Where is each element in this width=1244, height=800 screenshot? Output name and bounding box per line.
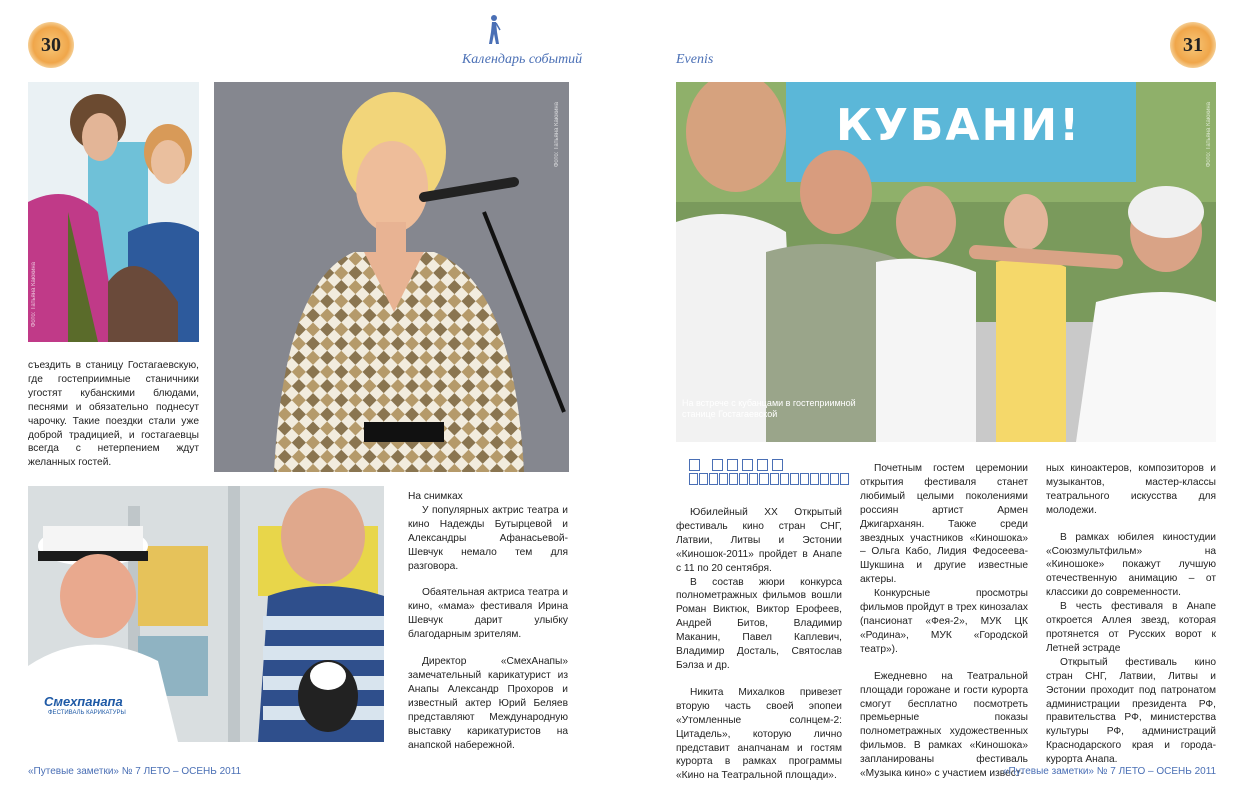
actresses-illustration	[28, 82, 199, 342]
article-column-3: ных киноактеров, композиторов и музыкантов, мастер-классы театрального искусства для молодежи. В рамках юбилея киностудии «Союзмультфильм» на «Киношоке» покажут лучшую отечественную анимацию – от классики до современности. В честь фестиваля в Анапе откроется Аллея звезд, которая протянется от Русских ворот к Летней эстраде Открытый фестиваль кино стран СНГ, Латвии, Литвы и Эстонии проходит под патронатом администрации президента РФ, правительства РФ, министерства культуры РФ, администраций Краснодарского края и города-курорта Анапа.	[1046, 463, 1216, 766]
left-text-block: съездить в станицу Гостагаевскую, где гостеприимные станичники угостят кубанскими блюдами, песнями и обязательно поднесут чарочку. Такие поездки стали уже доброй традицией, и гостагаевцы всегда с нетерпением ждут желанных гостей.	[28, 360, 199, 469]
footer-left: «Путевые заметки» № 7 ЛЕТО – ОСЕНЬ 2011	[28, 766, 242, 777]
banner-text: КУБАНИ!	[836, 100, 1082, 151]
heading-line-2	[689, 473, 849, 485]
singer-illustration	[214, 82, 569, 472]
section-title-right: Evenіs	[676, 52, 714, 67]
photo-crowd	[676, 82, 1216, 442]
footer-right: «Путевые заметки» № 7 ЛЕТО – ОСЕНЬ 2011	[1003, 766, 1217, 777]
crowd-caption: На встрече с кубанцами в гостеприимной станице Гостагаевской	[682, 398, 856, 419]
page-number-left: 30	[28, 22, 74, 68]
caption-2: Обаятельная актриса театра и кино, «мама» фестиваля Ирина Шевчук дарит улыбку благодарным зрителям.	[408, 587, 568, 641]
article-column-2: Почетным гостем церемонии открытия фестиваля станет любимый целыми поколениями россиян артист Армен Джигарханян. Также среди звездных участников «Киношока» – Ольга Кабо, Лидия Федосеева-Шукшина и другие известные актеры. Конкурсные просмотры фильмов пройдут в трех кинозалах (пансионат «Фея-2», МУК ЦК «Родина», МУК «Городской театр»). Ежедневно на Театральной площади горожане и гости курорта смогут бесплатно посмотреть премьерные показы полнометражных художественных фильмов. В рамках «Киношока» запланированы фестиваль «Музыка кино» с участием извест-	[860, 463, 1028, 780]
article-heading	[689, 459, 849, 485]
hiker-icon	[486, 14, 502, 46]
section-title-left: Календарь событий	[462, 52, 583, 67]
photo-singer	[214, 82, 569, 472]
photo-credit: Фото: Татьяна Каюкина	[1206, 102, 1212, 168]
article-column-1: Юбилейный XX Открытый фестиваль кино стран СНГ, Латвии, Литвы и Эстонии «Киношок-2011» пройдет в Анапе с 11 по 20 сентября. В состав жюри конкурса полнометражных фильмов вошли Роман Виктюк, Виктор Ерофеев, Андрей Битов, Владимир Маканин, Павел Каплевич, Владимир Досталь, Святослав Бэлза и др. Никита Михалков привезет вторую часть своей эпопеи «Утомленные солнцем-2: Цитадель», которую лично представит анапчанам и гостям курорта в рамках программы «Кино на Театральной площади».	[676, 507, 842, 782]
photo-actresses	[28, 82, 199, 342]
photo-caricature-exhibit	[28, 486, 384, 742]
exhibit-sign: Смехпанапа	[44, 694, 123, 709]
caption-1: У популярных актрис театра и кино Надежды Бутырцевой и Александры Афанасьевой-Шевчук немало тем для разговора.	[408, 504, 568, 572]
caption-3: Директор «СмехАнапы» замечательный карикатурист из Анапы Александр Прохоров и известный актер Юрий Беляев представляют Международную выставку карикатуристов на анапской набережной.	[408, 656, 568, 751]
page-number-right: 31	[1170, 22, 1216, 68]
exhibit-sign-sub: ФЕСТИВАЛЬ КАРИКАТУРЫ	[48, 710, 126, 716]
photo-credit: Фото: Татьяна Каюкина	[554, 102, 560, 168]
photo-credit: Фото: Татьяна Каюкина	[31, 262, 37, 328]
captions-title: На снимках	[408, 491, 463, 502]
heading-line-1	[689, 459, 849, 471]
photo-captions	[408, 490, 568, 752]
